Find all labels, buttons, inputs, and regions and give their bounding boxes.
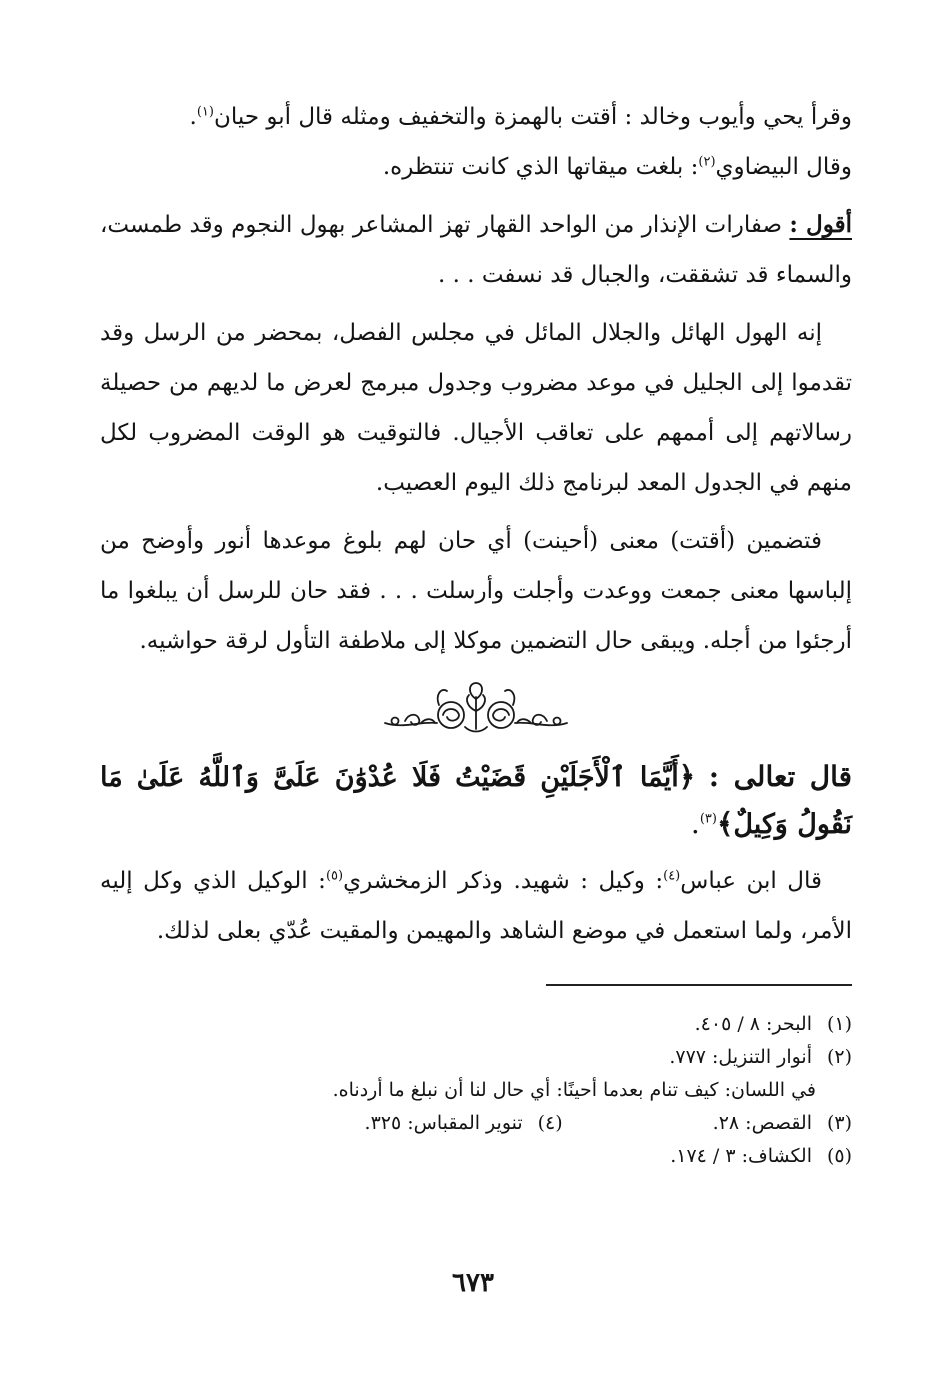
page-number: ٦٧٣ <box>452 1268 494 1298</box>
footnote-3-text: القصص: ٢٨. <box>712 1112 812 1134</box>
page-body <box>100 92 852 1173</box>
verse-lead: قال تعالى : <box>708 760 853 793</box>
floral-divider-icon <box>381 677 571 741</box>
footnote-gap <box>563 1107 713 1140</box>
footnote-2 <box>100 1041 852 1074</box>
p1-line1-text: وقرأ يحي وأيوب وخالد : أقتت بالهمزة والتخفيف ومثله قال أبو حيان <box>213 104 852 130</box>
p1-line2-end: : بلغت ميقاتها الذي كانت تنتظره. <box>382 154 699 180</box>
verse-close-bracket: ﴾ <box>716 807 734 840</box>
paragraph-aqool <box>100 200 852 300</box>
footnote-ref-5[interactable]: (٥) <box>325 868 344 884</box>
footnote-1 <box>100 1008 852 1041</box>
paragraph-wakeel <box>100 856 852 956</box>
footnote-3-number: (٣) <box>826 1112 852 1134</box>
paragraph-tadmeen <box>100 516 852 666</box>
footnote-5 <box>100 1140 852 1173</box>
footnote-1-number: (١) <box>826 1013 852 1035</box>
wakeel-b: : وكيل : شهيد. وذكر الزمخشري <box>343 868 664 894</box>
tadmeen-text: فتضمين (أقتت) معنى (أحينت) أي حان لهم بلوغ موعدها أنور وأوضح من إلباسها معنى جمعت ووعدت وأجلت وأرسلت . . . فقد حان للرسل أن يبلغوا ما أرجئوا من أجله. ويبقى حال التضمين موكلا إلى ملاطفة التأول لرقة حواشيه. <box>100 528 852 654</box>
footnote-5-text: الكشاف: ٣ / ١٧٤. <box>670 1145 812 1167</box>
hawl-text: إنه الهول الهائل والجلال المائل في مجلس الفصل، بمحضر من الرسل وقد تقدموا إلى الجليل في موعد مضروب وجدول مبرمج لعرض ما لديهم من حصيلة رسالاتهم إلى أممهم على تعاقب الأجيال. فالتوقيت هو الوقت المضروب لكل منهم في الجدول المعد لبرنامج ذلك اليوم العصيب. <box>100 320 852 496</box>
wakeel-a: قال ابن عباس <box>680 868 822 894</box>
aqool-text: صفارات الإنذار من الواحد القهار تهز المشاعر بهول النجوم وقد طمست، والسماء قد تشققت، والجبال قد نسفت . . . <box>100 212 852 288</box>
verse-end: . <box>690 807 700 840</box>
footnote-4-text: تنوير المقباس: ٣٢٥. <box>364 1112 523 1134</box>
aqool-lead: أقول : <box>789 211 852 238</box>
footnote-ref-1[interactable]: (١) <box>196 104 214 120</box>
p1-line1-end: . <box>189 104 197 130</box>
footnote-ref-4[interactable]: (٤) <box>663 868 681 884</box>
footnote-2-text: أنوار التنزيل: ٧٧٧. <box>669 1046 812 1068</box>
footnote-2-number: (٢) <box>826 1046 852 1068</box>
paragraph-qiraat <box>100 92 852 192</box>
footnote-ref-3[interactable]: (٣) <box>699 811 717 827</box>
footnote-5-number: (٥) <box>826 1145 852 1167</box>
footnote-4-number: (٤) <box>537 1112 563 1134</box>
footnote-3-4 <box>100 1107 852 1140</box>
footnote-separator <box>546 984 852 986</box>
footnote-ref-2[interactable]: (٢) <box>698 154 716 170</box>
verse-ayah: أَيَّمَا ٱلْأَجَلَيْنِ قَضَيْتُ فَلَا عُدْوَٰنَ عَلَىَّ وَٱللَّهُ عَلَىٰ مَا نَقُولُ وَكِيلٌ <box>100 762 852 840</box>
footnote-1-text: البحر: ٨ / ٤٠٥. <box>694 1013 812 1035</box>
paragraph-hawl <box>100 308 852 508</box>
quran-verse <box>100 754 852 848</box>
verse-open-bracket: ﴿ <box>678 760 696 793</box>
wakeel-c: : الوكيل الذي وكل إليه الأمر، ولما استعمل في موضع الشاهد والمهيمن والمقيت عُدّي بعلى لذلك. <box>100 868 852 944</box>
footnote-2-cont-text: في اللسان: كيف تنام بعدما أحينًا: أي حال لنا أن نبلغ ما أردناه. <box>332 1079 816 1101</box>
p1-line2-text: وقال البيضاوي <box>715 154 852 180</box>
footnotes <box>100 1008 852 1173</box>
footnote-2-continuation <box>100 1074 852 1107</box>
section-ornament <box>100 674 852 744</box>
